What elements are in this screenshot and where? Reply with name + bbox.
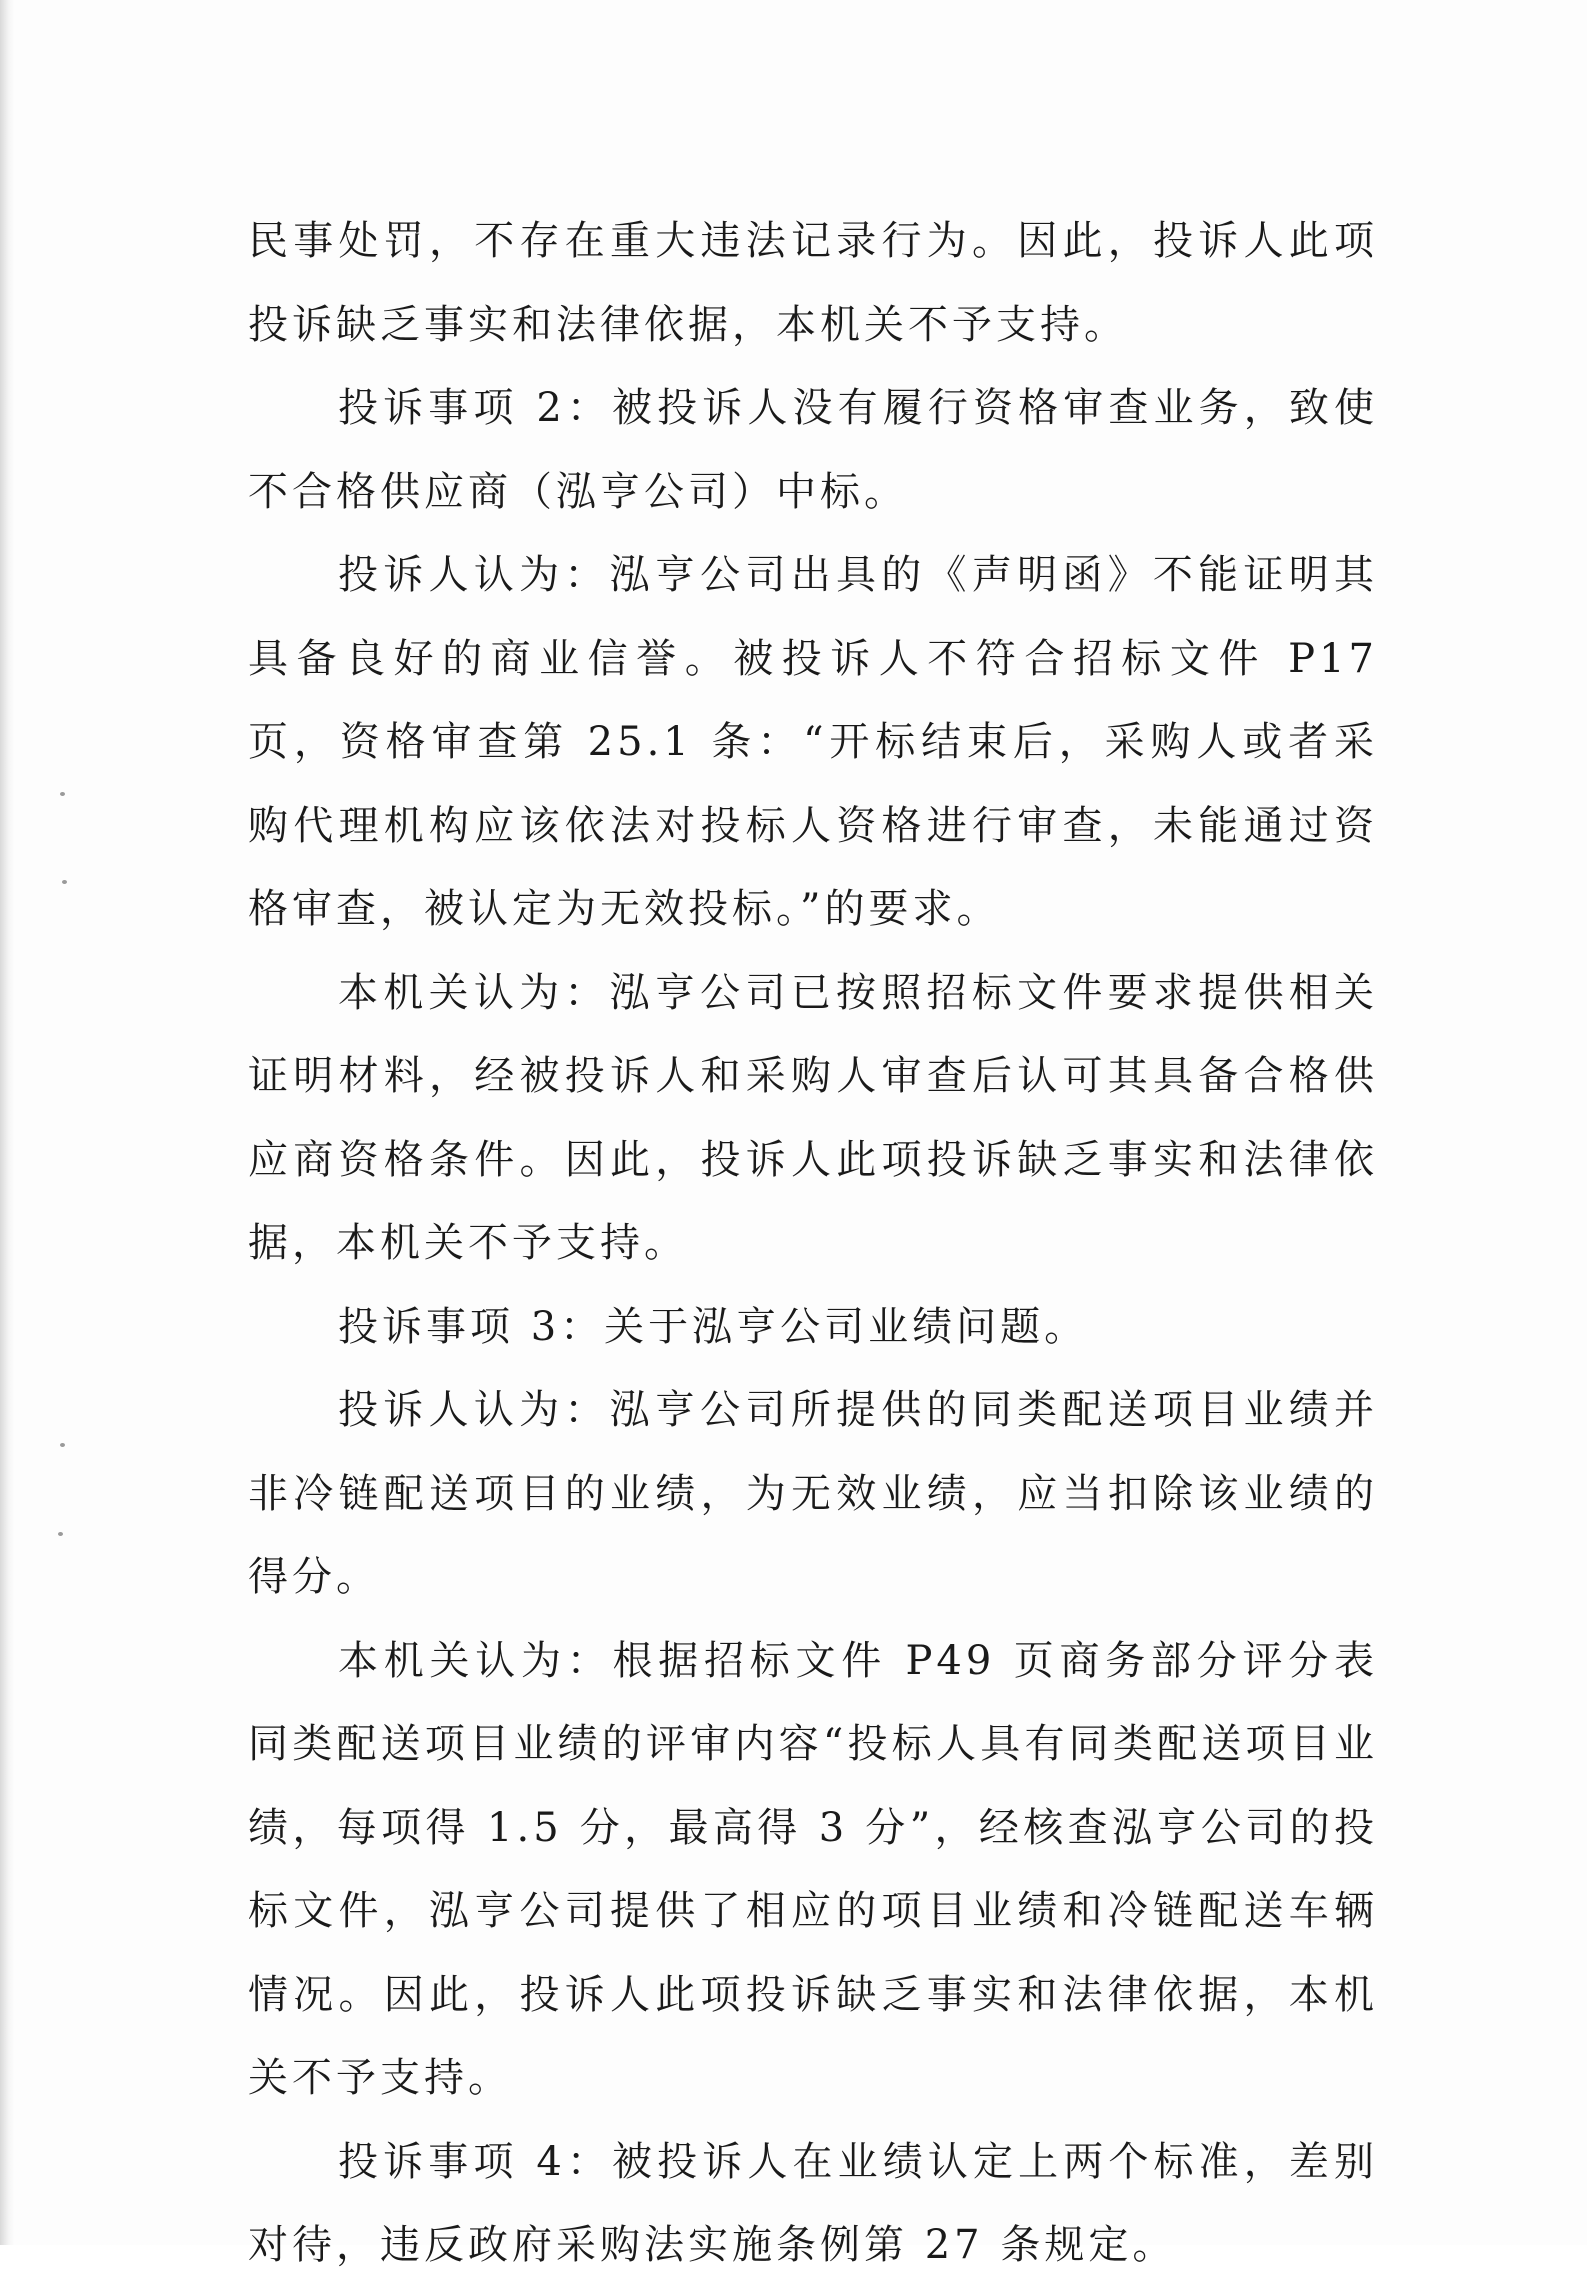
scan-speck (58, 1532, 63, 1536)
scan-speck (60, 1443, 65, 1447)
scan-speck (60, 792, 65, 796)
document-body (248, 200, 1378, 2288)
paragraph-1: 民事处罚，不存在重大违法记录行为。因此，投诉人此项投诉缺乏事实和法律依据，本机关不予支持。 (248, 218, 1378, 348)
paragraph-complaint-2-claim: 投诉人认为：泓亨公司出具的《声明函》不能证明其具备良好的商业信誉。被投诉人不符合招标文件 P17 页，资格审查第 25.1 条：“开标结束后，采购人或者采购代理机构应该依法对投标人资格进行审查，未能通过资格审查，被认定为无效投标。”的要求。 (248, 552, 1378, 932)
scan-speck (62, 880, 67, 884)
paragraph-complaint-3-claim: 投诉人认为：泓亨公司所提供的同类配送项目业绩并非冷链配送项目的业绩，为无效业绩，应当扣除该业绩的得分。 (248, 1387, 1378, 1600)
paragraph-complaint-3-title: 投诉事项 3：关于泓亨公司业绩问题。 (338, 1303, 1089, 1350)
paragraph-complaint-2-title: 投诉事项 2：被投诉人没有履行资格审查业务，致使不合格供应商（泓亨公司）中标。 (248, 385, 1378, 515)
paragraph-complaint-4-title: 投诉事项 4：被投诉人在业绩认定上两个标准，差别对待，违反政府采购法实施条例第 27 条规定。 (248, 2138, 1378, 2268)
paragraph-complaint-2-ruling: 本机关认为：泓亨公司已按照招标文件要求提供相关证明材料，经被投诉人和采购人审查后认可其具备合格供应商资格条件。因此，投诉人此项投诉缺乏事实和法律依据，本机关不予支持。 (248, 969, 1378, 1266)
scan-edge-shadow (0, 0, 14, 2245)
paragraph-complaint-3-ruling: 本机关认为：根据招标文件 P49 页商务部分评分表同类配送项目业绩的评审内容“投标人具有同类配送项目业绩，每项得 1.5 分，最高得 3 分”，经核查泓亨公司的投标文件，泓亨公司提供了相应的项目业绩和冷链配送车辆情况。因此，投诉人此项投诉缺乏事实和法律依据，本机关不予支持。 (248, 1637, 1378, 2101)
